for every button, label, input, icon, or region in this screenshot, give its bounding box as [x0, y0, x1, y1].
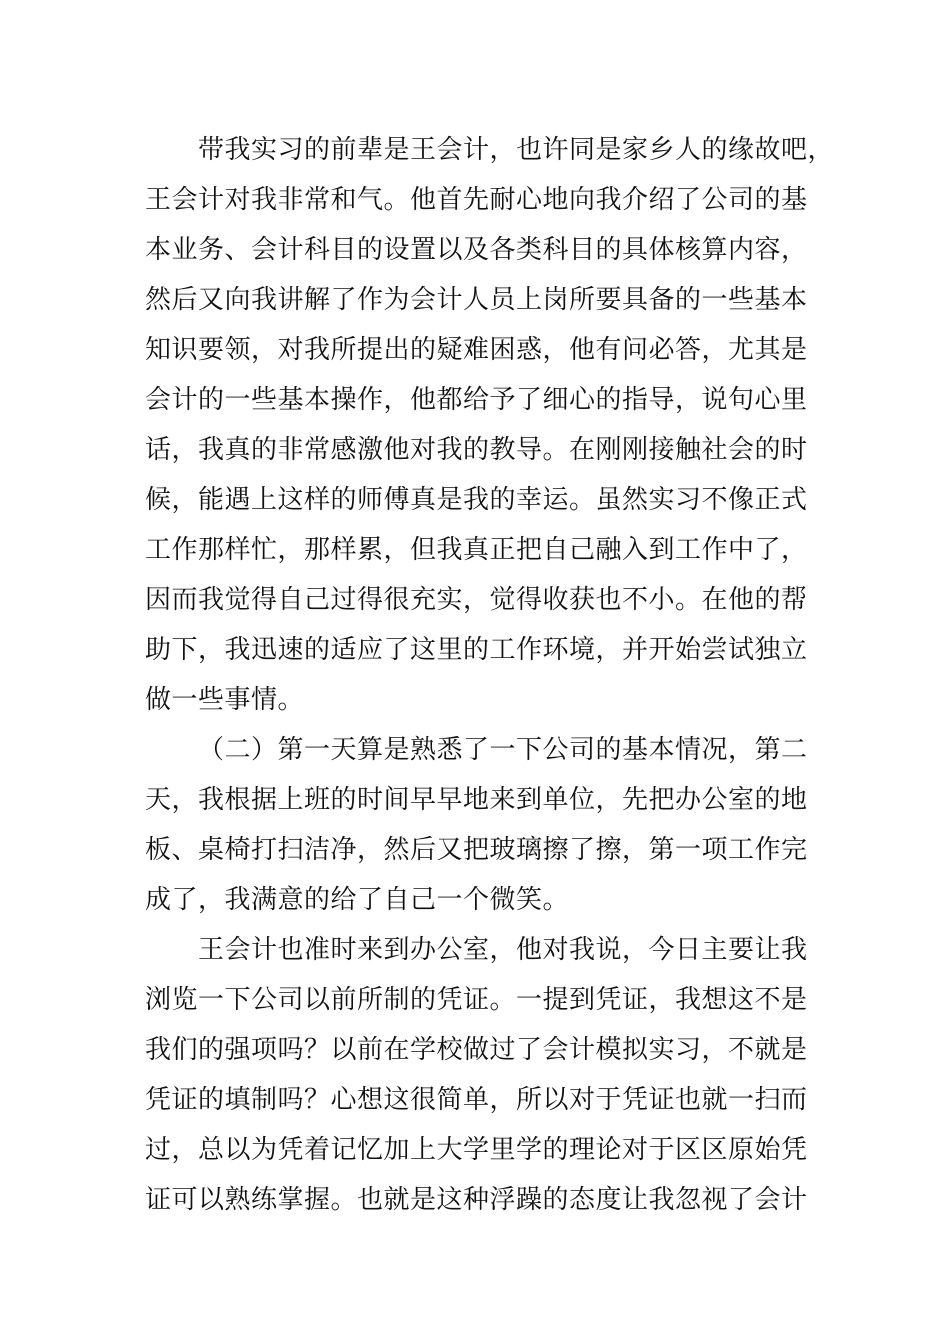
text-line: 浏览一下公司以前所制的凭证。一提到凭证，我想这不是	[145, 985, 808, 1015]
text-line: 做一些事情。	[145, 685, 305, 715]
text-line: 然后又向我讲解了作为会计人员上岗所要具备的一些基本	[145, 285, 808, 315]
text-line: 候，能遇上这样的师傅真是我的幸运。虽然实习不像正式	[145, 485, 808, 515]
text-line: 知识要领，对我所提出的疑难困惑，他有问必答，尤其是	[145, 335, 808, 365]
text-line: 工作那样忙，那样累，但我真正把自己融入到工作中了，	[145, 535, 808, 565]
text-line: 王会计对我非常和气。他首先耐心地向我介绍了公司的基	[145, 185, 808, 215]
text-line: 我们的强项吗？以前在学校做过了会计模拟实习，不就是	[145, 1035, 808, 1065]
text-line: 凭证的填制吗？心想这很简单，所以对于凭证也就一扫而	[145, 1085, 808, 1115]
text-line: 带我实习的前辈是王会计，也许同是家乡人的缘故吧，	[198, 135, 835, 165]
text-line: 会计的一些基本操作，他都给予了细心的指导，说句心里	[145, 385, 808, 415]
text-line: 成了，我满意的给了自己一个微笑。	[145, 885, 570, 915]
text-line: 因而我觉得自己过得很充实，觉得收获也不小。在他的帮	[145, 585, 808, 615]
text-line: 话，我真的非常感激他对我的教导。在刚刚接触社会的时	[145, 435, 808, 465]
text-line: 过，总以为凭着记忆加上大学里学的理论对于区区原始凭	[145, 1135, 808, 1165]
text-line: 王会计也准时来到办公室，他对我说，今日主要让我	[198, 935, 808, 965]
text-line: 本业务、会计科目的设置以及各类科目的具体核算内容，	[145, 235, 808, 265]
text-line: （二）第一天算是熟悉了一下公司的基本情况，第二	[198, 735, 808, 765]
text-line: 证可以熟练掌握。也就是这种浮躁的态度让我忽视了会计	[145, 1185, 808, 1215]
text-line: 天，我根据上班的时间早早地来到单位，先把办公室的地	[145, 785, 808, 815]
text-line: 助下，我迅速的适应了这里的工作环境，并开始尝试独立	[145, 635, 808, 665]
text-line: 板、桌椅打扫洁净，然后又把玻璃擦了擦，第一项工作完	[145, 835, 808, 865]
